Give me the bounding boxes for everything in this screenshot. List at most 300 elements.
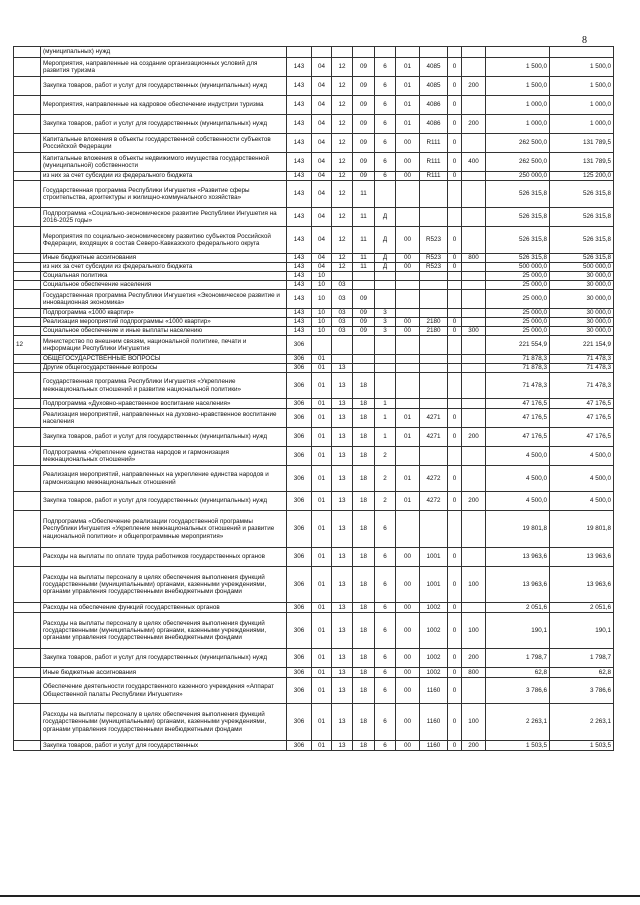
code-direction (420, 399, 448, 409)
code-ministry: 306 (287, 548, 312, 567)
code-direction (420, 309, 448, 318)
amount-col1: 71 878,3 (486, 355, 550, 364)
code-main-event: 00 (396, 172, 420, 181)
code-section: 01 (312, 741, 332, 751)
line-item-name: Подпрограмма «Социально-экономическое развитие Республики Ингушетия на 2016-2025 годы» (41, 208, 287, 227)
code-expense-type: 200 (462, 649, 486, 668)
code-subsection: 12 (332, 263, 353, 272)
code-direction: 4085 (420, 58, 448, 77)
amount-col2: 47 176,5 (550, 409, 614, 428)
table-row (14, 336, 614, 355)
code-subprogram: 6 (375, 704, 396, 741)
code-direction (420, 181, 448, 208)
code-subsection: 13 (332, 567, 353, 603)
code-expense-type (462, 318, 486, 327)
code-main-event: 00 (396, 327, 420, 336)
code-section: 04 (312, 227, 332, 254)
amount-col2: 19 801,8 (550, 511, 614, 548)
code-section: 01 (312, 364, 332, 373)
code-direction (420, 47, 448, 58)
amount-col2: 71 478,3 (550, 364, 614, 373)
code-subsection: 13 (332, 447, 353, 466)
code-main-event: 01 (396, 409, 420, 428)
line-item-name: Реализация мероприятий подпрограммы «1000 квартир» (41, 318, 287, 327)
code-program: 09 (353, 77, 375, 96)
table-row (14, 227, 614, 254)
code-direction (420, 208, 448, 227)
amount-col2: 526 315,8 (550, 181, 614, 208)
line-item-name: Государственная программа Республики Ингушетия «Укрепление межнациональных отношений и развитие национальной политики» (41, 373, 287, 399)
code-subsection: 03 (332, 318, 353, 327)
table-row (14, 741, 614, 751)
code-main-event: 00 (396, 678, 420, 704)
code-extra: 0 (448, 428, 462, 447)
amount-col1: 47 176,5 (486, 399, 550, 409)
code-ministry: 306 (287, 399, 312, 409)
table-row (14, 181, 614, 208)
code-program: 09 (353, 115, 375, 134)
code-ministry: 306 (287, 567, 312, 603)
row-number (14, 309, 41, 318)
code-subsection: 13 (332, 741, 353, 751)
table-row (14, 254, 614, 263)
line-item-name: Подпрограмма «Укрепление единства народов и гармонизация межнациональных отношений» (41, 447, 287, 466)
code-direction (420, 511, 448, 548)
code-section: 01 (312, 466, 332, 492)
line-item-name: из них за счет субсидии из федерального бюджета (41, 263, 287, 272)
code-ministry: 143 (287, 96, 312, 115)
code-direction: 4272 (420, 466, 448, 492)
code-subprogram (375, 290, 396, 309)
code-expense-type (462, 47, 486, 58)
code-extra (448, 309, 462, 318)
code-extra (448, 272, 462, 281)
amount-col2: 4 500,0 (550, 492, 614, 511)
code-section: 04 (312, 172, 332, 181)
code-extra: 0 (448, 318, 462, 327)
amount-col1: 71 478,3 (486, 373, 550, 399)
code-ministry: 143 (287, 172, 312, 181)
code-extra (448, 399, 462, 409)
code-extra: 0 (448, 172, 462, 181)
amount-col2: 47 176,5 (550, 399, 614, 409)
code-expense-type: 200 (462, 428, 486, 447)
amount-col1: 25 000,0 (486, 290, 550, 309)
code-subsection: 12 (332, 96, 353, 115)
code-direction (420, 364, 448, 373)
code-extra (448, 511, 462, 548)
line-item-name: Реализация мероприятий, направленных на укрепление единства народов и гармонизацию межнациональных отношений (41, 466, 287, 492)
code-extra (448, 364, 462, 373)
code-section: 04 (312, 77, 332, 96)
table-row (14, 47, 614, 58)
code-subprogram: 2 (375, 492, 396, 511)
code-main-event (396, 373, 420, 399)
amount-col2: 13 963,6 (550, 567, 614, 603)
code-direction: 1002 (420, 603, 448, 613)
table-row (14, 428, 614, 447)
code-subprogram: 1 (375, 399, 396, 409)
code-extra: 0 (448, 96, 462, 115)
table-row (14, 263, 614, 272)
code-main-event (396, 336, 420, 355)
code-subprogram: 3 (375, 327, 396, 336)
code-expense-type: 200 (462, 115, 486, 134)
code-subsection: 13 (332, 373, 353, 399)
code-subprogram (375, 281, 396, 290)
code-program: 11 (353, 254, 375, 263)
amount-col1: 526 315,8 (486, 227, 550, 254)
amount-col1: 19 801,8 (486, 511, 550, 548)
code-expense-type (462, 678, 486, 704)
table-row (14, 511, 614, 548)
amount-col2: 131 789,5 (550, 153, 614, 172)
code-subprogram (375, 47, 396, 58)
code-extra (448, 47, 462, 58)
table-row (14, 318, 614, 327)
code-extra: 0 (448, 409, 462, 428)
table-row (14, 678, 614, 704)
row-number (14, 172, 41, 181)
code-subsection: 12 (332, 77, 353, 96)
table-row (14, 548, 614, 567)
code-subprogram (375, 373, 396, 399)
code-program: 09 (353, 96, 375, 115)
table-row (14, 355, 614, 364)
code-subprogram: 2 (375, 447, 396, 466)
line-item-name: Капитальные вложения в объекты недвижимого имущества государственной (муниципальной) собственности (41, 153, 287, 172)
amount-col1: 1 000,0 (486, 96, 550, 115)
code-expense-type (462, 511, 486, 548)
code-direction: R111 (420, 153, 448, 172)
line-item-name: Социальная политика (41, 272, 287, 281)
code-section (312, 47, 332, 58)
row-number (14, 364, 41, 373)
row-number (14, 181, 41, 208)
code-program (353, 272, 375, 281)
table-row (14, 309, 614, 318)
table-row (14, 134, 614, 153)
amount-col2: 1 798,7 (550, 649, 614, 668)
row-number (14, 409, 41, 428)
code-program: 11 (353, 208, 375, 227)
amount-col1: 526 315,8 (486, 181, 550, 208)
code-program: 11 (353, 181, 375, 208)
code-extra (448, 208, 462, 227)
code-main-event (396, 309, 420, 318)
code-main-event: 01 (396, 96, 420, 115)
code-ministry: 306 (287, 373, 312, 399)
row-number (14, 355, 41, 364)
table-row (14, 373, 614, 399)
amount-col1: 2 263,1 (486, 704, 550, 741)
code-ministry: 306 (287, 668, 312, 678)
code-section: 01 (312, 649, 332, 668)
line-item-name: Закупка товаров, работ и услуг для государственных (муниципальных) нужд (41, 115, 287, 134)
code-section: 10 (312, 281, 332, 290)
code-section: 01 (312, 668, 332, 678)
line-item-name: (муниципальных) нужд (41, 47, 287, 58)
amount-col2: 1 500,0 (550, 58, 614, 77)
row-number (14, 96, 41, 115)
code-expense-type: 800 (462, 254, 486, 263)
amount-col1: 1 500,0 (486, 77, 550, 96)
code-expense-type (462, 409, 486, 428)
code-subprogram: 6 (375, 511, 396, 548)
line-item-name: Расходы на выплаты персоналу в целях обеспечения выполнения функций государственными (муниципальными) органами, казенными учреждениями, органами управления государственными внебюджетными фондами (41, 567, 287, 603)
code-expense-type (462, 355, 486, 364)
code-extra: 0 (448, 492, 462, 511)
code-direction: 4272 (420, 492, 448, 511)
code-subsection: 13 (332, 678, 353, 704)
code-program (353, 336, 375, 355)
code-main-event: 00 (396, 227, 420, 254)
code-subsection: 03 (332, 290, 353, 309)
code-subsection: 13 (332, 603, 353, 613)
amount-col1: 13 963,6 (486, 548, 550, 567)
line-item-name: Государственная программа Республики Ингушетия «Развитие сферы строительства, архитектуры и жилищно-коммунального хозяйства» (41, 181, 287, 208)
code-ministry: 306 (287, 409, 312, 428)
code-section: 01 (312, 447, 332, 466)
code-ministry: 306 (287, 704, 312, 741)
code-program: 09 (353, 318, 375, 327)
code-section: 04 (312, 115, 332, 134)
code-program: 18 (353, 567, 375, 603)
code-ministry: 143 (287, 134, 312, 153)
code-direction: 4086 (420, 96, 448, 115)
table-row (14, 399, 614, 409)
code-expense-type (462, 290, 486, 309)
code-ministry: 143 (287, 115, 312, 134)
code-main-event: 01 (396, 492, 420, 511)
code-ministry: 306 (287, 336, 312, 355)
row-number (14, 227, 41, 254)
code-ministry: 306 (287, 447, 312, 466)
code-direction: 1002 (420, 668, 448, 678)
code-direction: 2180 (420, 327, 448, 336)
line-item-name: Реализация мероприятий, направленных на духовно-нравственное воспитание населения (41, 409, 287, 428)
code-expense-type (462, 272, 486, 281)
code-expense-type (462, 227, 486, 254)
code-subsection: 13 (332, 399, 353, 409)
code-extra: 0 (448, 263, 462, 272)
line-item-name: Закупка товаров, работ и услуг для государственных (муниципальных) нужд (41, 428, 287, 447)
table-row (14, 466, 614, 492)
code-subprogram: 6 (375, 603, 396, 613)
code-section: 04 (312, 254, 332, 263)
code-extra: 0 (448, 741, 462, 751)
line-item-name: Закупка товаров, работ и услуг для государственных (муниципальных) нужд (41, 77, 287, 96)
code-expense-type: 200 (462, 492, 486, 511)
code-main-event (396, 272, 420, 281)
row-number (14, 548, 41, 567)
amount-col1: 1 503,5 (486, 741, 550, 751)
row-number: 12 (14, 336, 41, 355)
code-subsection: 13 (332, 409, 353, 428)
code-subprogram (375, 364, 396, 373)
code-subprogram: 2 (375, 466, 396, 492)
code-subprogram: 6 (375, 77, 396, 96)
code-expense-type (462, 466, 486, 492)
code-program: 09 (353, 134, 375, 153)
code-expense-type (462, 281, 486, 290)
code-subsection (332, 47, 353, 58)
code-extra: 0 (448, 603, 462, 613)
line-item-name: Социальное обеспечение и иные выплаты населению (41, 327, 287, 336)
code-subsection: 13 (332, 668, 353, 678)
row-number (14, 153, 41, 172)
code-direction: R523 (420, 263, 448, 272)
code-subsection: 12 (332, 58, 353, 77)
code-ministry (287, 47, 312, 58)
code-extra: 0 (448, 567, 462, 603)
amount-col1: 25 000,0 (486, 327, 550, 336)
line-item-name: Подпрограмма «1000 квартир» (41, 309, 287, 318)
row-number (14, 466, 41, 492)
code-direction (420, 336, 448, 355)
line-item-name: Расходы на выплаты персоналу в целях обеспечения выполнения функций государственными (муниципальными) органами, казенными учреждениями, органами управления государственными внебюджетными фондами (41, 704, 287, 741)
code-direction (420, 290, 448, 309)
line-item-name: Капитальные вложения в объекты государственной собственности субъектов Российской Федерации (41, 134, 287, 153)
row-number (14, 77, 41, 96)
amount-col2: 526 315,8 (550, 208, 614, 227)
line-item-name: Социальное обеспечение населения (41, 281, 287, 290)
table-row (14, 172, 614, 181)
table-row (14, 290, 614, 309)
code-extra: 0 (448, 613, 462, 649)
code-direction: 4086 (420, 115, 448, 134)
amount-col1: 526 315,8 (486, 208, 550, 227)
code-program: 18 (353, 704, 375, 741)
code-section: 10 (312, 290, 332, 309)
amount-col2: 71 478,3 (550, 373, 614, 399)
code-ministry: 143 (287, 181, 312, 208)
code-section: 04 (312, 96, 332, 115)
code-subprogram: 1 (375, 428, 396, 447)
code-direction (420, 355, 448, 364)
amount-col1: 4 500,0 (486, 492, 550, 511)
code-subsection: 12 (332, 134, 353, 153)
code-program (353, 47, 375, 58)
row-number (14, 668, 41, 678)
code-subprogram: 6 (375, 58, 396, 77)
amount-col2: 4 500,0 (550, 466, 614, 492)
code-ministry: 306 (287, 466, 312, 492)
code-section: 01 (312, 373, 332, 399)
code-subsection: 13 (332, 492, 353, 511)
code-extra: 0 (448, 153, 462, 172)
code-extra: 0 (448, 134, 462, 153)
code-subsection: 03 (332, 281, 353, 290)
amount-col2: 71 478,3 (550, 355, 614, 364)
code-main-event (396, 208, 420, 227)
code-main-event: 00 (396, 134, 420, 153)
code-section: 01 (312, 678, 332, 704)
amount-col1: 250 000,0 (486, 172, 550, 181)
row-number (14, 649, 41, 668)
code-direction (420, 281, 448, 290)
code-extra (448, 336, 462, 355)
code-subsection: 03 (332, 309, 353, 318)
code-expense-type: 300 (462, 327, 486, 336)
code-section: 01 (312, 704, 332, 741)
code-ministry: 306 (287, 364, 312, 373)
code-expense-type: 200 (462, 77, 486, 96)
code-main-event: 01 (396, 58, 420, 77)
code-main-event (396, 399, 420, 409)
amount-col2: 30 000,0 (550, 327, 614, 336)
code-program: 18 (353, 668, 375, 678)
amount-col2: 526 315,8 (550, 227, 614, 254)
row-number (14, 704, 41, 741)
code-subprogram: 6 (375, 567, 396, 603)
table-row (14, 649, 614, 668)
amount-col1: 25 000,0 (486, 318, 550, 327)
code-direction: 1001 (420, 548, 448, 567)
amount-col1: 4 500,0 (486, 447, 550, 466)
code-main-event: 01 (396, 466, 420, 492)
code-expense-type (462, 373, 486, 399)
code-expense-type (462, 181, 486, 208)
row-number (14, 254, 41, 263)
code-subsection: 12 (332, 181, 353, 208)
amount-col2: 1 000,0 (550, 96, 614, 115)
table-row (14, 115, 614, 134)
code-section: 04 (312, 153, 332, 172)
line-item-name: Иные бюджетные ассигнования (41, 668, 287, 678)
code-subprogram: 6 (375, 96, 396, 115)
table-row (14, 492, 614, 511)
line-item-name: Закупка товаров, работ и услуг для государственных (муниципальных) нужд (41, 492, 287, 511)
code-section: 10 (312, 309, 332, 318)
table-row (14, 281, 614, 290)
amount-col2: 1 000,0 (550, 115, 614, 134)
amount-col1: 1 500,0 (486, 58, 550, 77)
code-section: 10 (312, 272, 332, 281)
code-ministry: 143 (287, 254, 312, 263)
line-item-name: Подпрограмма «Обеспечение реализации государственной программы Республики Ингушетия «Укрепление межнациональных отношений и развитие национальной политики» и общепрограммные мероприятия» (41, 511, 287, 548)
code-extra: 0 (448, 668, 462, 678)
code-section: 01 (312, 492, 332, 511)
row-number (14, 741, 41, 751)
row-number (14, 567, 41, 603)
code-subsection: 13 (332, 364, 353, 373)
code-subprogram: Д (375, 208, 396, 227)
amount-col2: 221 154,9 (550, 336, 614, 355)
code-direction: 1002 (420, 649, 448, 668)
line-item-name: Мероприятия по социально-экономическому развитию субъектов Российской Федерации, входящих в состав Северо-Кавказского федерального округа (41, 227, 287, 254)
code-expense-type (462, 309, 486, 318)
row-number (14, 327, 41, 336)
row-number (14, 115, 41, 134)
code-subprogram (375, 336, 396, 355)
line-item-name: Государственная программа Республики Ингушетия «Экономическое развитие и инновационная экономика» (41, 290, 287, 309)
code-subsection: 13 (332, 704, 353, 741)
amount-col2: 47 176,5 (550, 428, 614, 447)
amount-col1: 2 051,6 (486, 603, 550, 613)
line-item-name: ОБЩЕГОСУДАРСТВЕННЫЕ ВОПРОСЫ (41, 355, 287, 364)
code-subprogram: 6 (375, 741, 396, 751)
amount-col1 (486, 47, 550, 58)
line-item-name: Закупка товаров, работ и услуг для государственных (41, 741, 287, 751)
code-main-event: 01 (396, 77, 420, 96)
code-program (353, 355, 375, 364)
code-subprogram (375, 272, 396, 281)
table-row (14, 409, 614, 428)
code-extra: 0 (448, 678, 462, 704)
code-ministry: 143 (287, 290, 312, 309)
code-extra: 0 (448, 58, 462, 77)
